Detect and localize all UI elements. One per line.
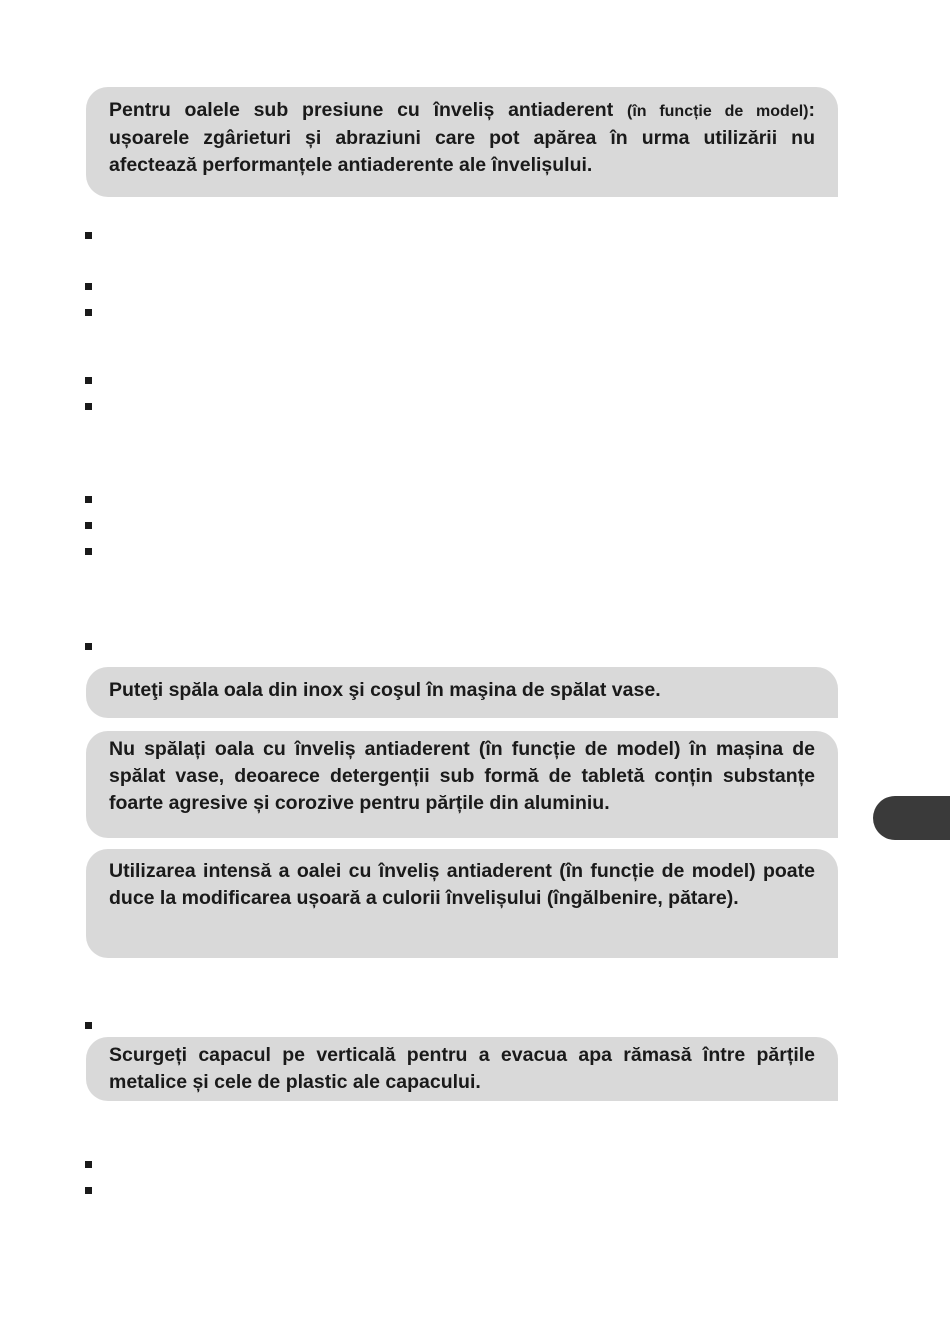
bullet-marker — [85, 232, 92, 239]
bullet-marker — [85, 377, 92, 384]
bullet-marker — [85, 1022, 92, 1029]
bullet-marker — [85, 403, 92, 410]
bullet-marker — [85, 309, 92, 316]
bullet-marker — [85, 522, 92, 529]
note-box-discoloration — [86, 849, 838, 958]
note-lead: Pentru oalele sub presiune cu înveliș antiaderent — [109, 99, 614, 121]
note-text — [109, 97, 815, 179]
note-box-dishwasher-inox — [86, 667, 838, 718]
bullet-marker — [85, 1161, 92, 1168]
note-box-lid-drain — [86, 1037, 838, 1101]
note-colon: : — [808, 99, 815, 121]
bullet-marker — [85, 496, 92, 503]
note-text: Scurgeți capacul pe verticală pentru a evacua apa rămasă între părțile metalice și cele de plastic ale capacului. — [109, 1044, 815, 1093]
note-text: Puteţi spăla oala din inox şi coşul în maşina de spălat vase. — [109, 679, 661, 701]
note-box-nonstick-scratches — [86, 87, 838, 197]
note-qualifier: (în funcție de model) — [626, 103, 809, 120]
note-rest: ușoarele zgârieturi și abraziuni care pot apărea în urma utilizării nu afectează performanțele antiaderente ale învelișului. — [109, 127, 815, 176]
note-text: Nu spălați oala cu înveliș antiaderent (în funcție de model) în mașina de spălat vase, deoarece detergenții sub formă de tabletă conțin substanțe foarte agresive și corozive pentru părțile din aluminiu. — [109, 738, 815, 814]
bullet-marker — [85, 643, 92, 650]
bullet-marker — [85, 548, 92, 555]
note-box-dishwasher-warning — [86, 731, 838, 838]
bullet-marker — [85, 1187, 92, 1194]
note-text: Utilizarea intensă a oalei cu înveliș antiaderent (în funcție de model) poate duce la modificarea ușoară a culorii învelișului (îngălbenire, pătare). — [109, 860, 815, 909]
bullet-marker — [85, 283, 92, 290]
page-tab-marker — [873, 796, 950, 840]
